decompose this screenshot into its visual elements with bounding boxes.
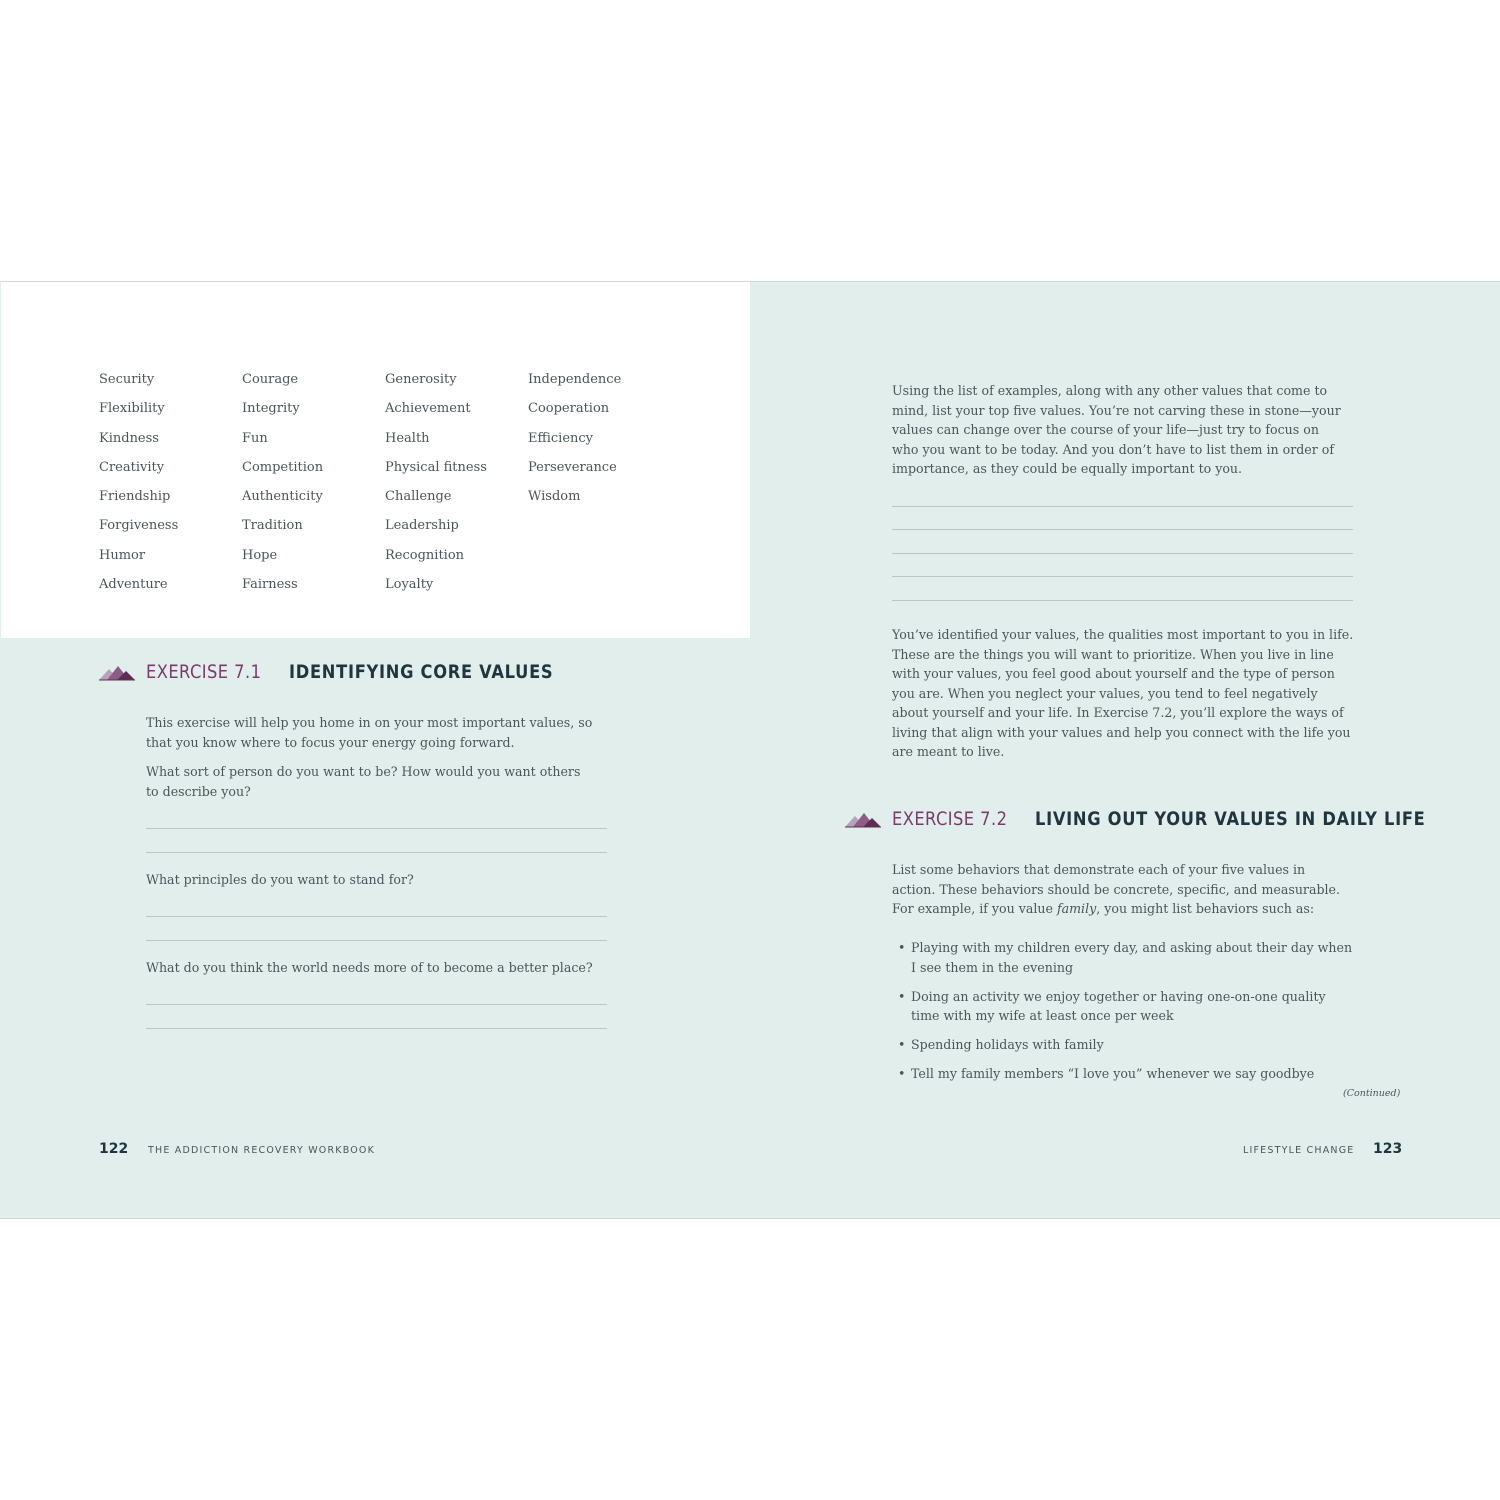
value-word: Recognition (385, 547, 465, 563)
mountain-icon (845, 812, 883, 828)
question-2: What principles do you want to stand for? (146, 872, 414, 887)
value-word (528, 575, 671, 604)
value-word: Tradition (242, 518, 303, 534)
exercise-7-1-intro: This exercise will help you home in on your most important values, so that you know where to focus your energy going forward. (146, 715, 593, 750)
intro-text: , you might list behaviors such as: (1096, 901, 1315, 916)
question-1: What sort of person do you want to be? How would you want others to describe you? (146, 764, 581, 799)
answer-line[interactable] (146, 828, 607, 829)
value-word: Fun (242, 430, 268, 446)
intro-emphasis: family (1056, 901, 1097, 916)
continued-note: (Continued) (1343, 1088, 1401, 1099)
value-word: Wisdom (528, 489, 581, 505)
answer-line[interactable] (146, 916, 607, 917)
value-word: Independence (528, 372, 622, 387)
question-3: What do you think the world needs more of to become a better place? (146, 960, 593, 975)
values-grid (99, 370, 671, 604)
value-word (528, 546, 671, 575)
summary-paragraph: You’ve identified your values, the qualities most important to you in life. These are the things you will want to prioritize. When you live in line with your values, you feel good about yourself and the type of person you are. When you neglect your values, you tend to feel negatively about yourself and your life. In Exercise 7.2, you’ll explore the ways of living that align with your values and help you connect with the life you are meant to live. (892, 627, 1354, 759)
intro-text: List some behaviors that demonstrate each of your five values in action. These behaviors should be concrete, specific, and measurable. For example, if you value (892, 862, 1341, 916)
left-page-number: 122 (99, 1141, 129, 1157)
value-entry-line[interactable] (892, 600, 1353, 601)
list-item: • Doing an activity we enjoy together or having one-on-one quality time with my wife at least once per week (892, 987, 1354, 1026)
exercise-title: IDENTIFYING CORE VALUES (289, 662, 554, 683)
value-word: Generosity (385, 372, 457, 387)
value-word: Friendship (99, 489, 171, 505)
value-word: Efficiency (528, 430, 594, 446)
exercise-number: EXERCISE 7.1 (146, 662, 262, 683)
value-entry-line[interactable] (892, 553, 1353, 554)
value-word: Humor (99, 547, 146, 563)
value-word: Fairness (242, 577, 298, 593)
value-word: Hope (242, 547, 278, 563)
value-word: Competition (242, 459, 324, 475)
value-word: Creativity (99, 459, 165, 475)
exercise-7-2-heading (845, 809, 1479, 830)
list-item: • Spending holidays with family (892, 1035, 1354, 1055)
value-word (528, 516, 671, 545)
value-entry-line[interactable] (892, 529, 1353, 530)
answer-line[interactable] (146, 852, 607, 853)
value-word: Achievement (385, 401, 471, 417)
right-running-head: LIFESTYLE CHANGE (1243, 1145, 1355, 1156)
list-item: • Playing with my children every day, and asking about their day when I see them in the evening (892, 938, 1354, 977)
answer-line[interactable] (146, 940, 607, 941)
value-word: Security (99, 372, 155, 387)
right-page-number: 123 (1373, 1141, 1403, 1157)
value-word: Integrity (242, 401, 300, 417)
value-word: Courage (242, 372, 299, 387)
exercise-7-2-intro (892, 860, 1347, 919)
value-entry-line[interactable] (892, 506, 1353, 507)
value-word: Health (385, 430, 430, 446)
mountain-icon (99, 665, 137, 681)
value-word: Perseverance (528, 459, 617, 475)
book-spread (0, 281, 1500, 1219)
value-word: Leadership (385, 518, 459, 534)
instructions-paragraph: Using the list of examples, along with any other values that come to mind, list your top five values. You’re not carving these in stone—your values can change over the course of your life—just try to focus on who you want to be today. And you don’t have to list them in order of importance, as they could be equally important to you. (892, 383, 1341, 476)
value-word: Cooperation (528, 401, 610, 417)
exercise-number: EXERCISE 7.2 (892, 809, 1008, 830)
value-word: Loyalty (385, 577, 434, 593)
exercise-title: LIVING OUT YOUR VALUES IN DAILY LIFE (1035, 809, 1426, 830)
answer-line[interactable] (146, 1004, 607, 1005)
values-list-box (1, 282, 750, 638)
value-word: Forgiveness (99, 518, 179, 534)
value-word: Adventure (99, 577, 168, 593)
value-entry-line[interactable] (892, 576, 1353, 577)
value-word: Authenticity (242, 489, 323, 505)
answer-line[interactable] (146, 1028, 607, 1029)
value-word: Physical fitness (385, 459, 487, 475)
behavior-examples-list (892, 938, 1354, 1093)
value-word: Flexibility (99, 401, 165, 417)
value-word: Challenge (385, 489, 452, 505)
list-item: • Tell my family members “I love you” whenever we say goodbye (892, 1064, 1354, 1084)
left-running-head: THE ADDICTION RECOVERY WORKBOOK (148, 1145, 376, 1156)
value-word: Kindness (99, 430, 159, 446)
exercise-7-1-heading (99, 662, 590, 683)
